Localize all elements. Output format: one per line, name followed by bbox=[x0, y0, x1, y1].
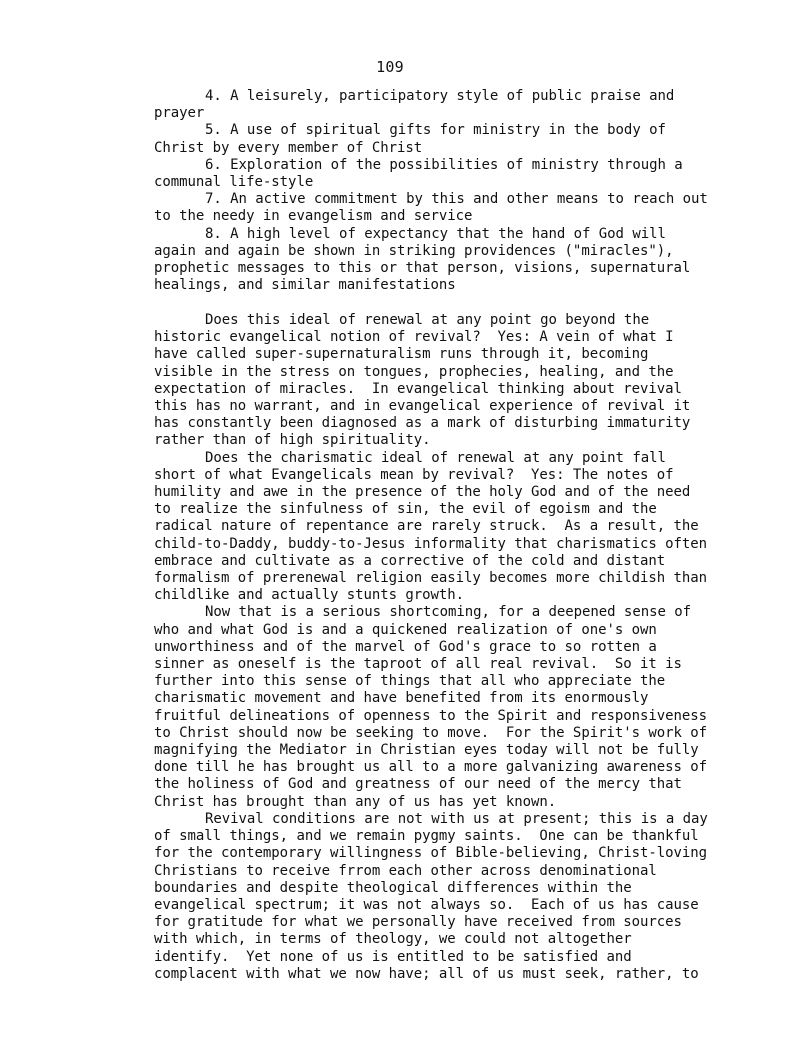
body-line: to Christ should now be seeking to move. For the Spirit's work of bbox=[154, 724, 707, 741]
body-line: childlike and actually stunts growth. bbox=[154, 587, 465, 604]
body-line: Christians to receive frrom each other across denominational bbox=[154, 862, 657, 879]
list-line: 7. An active commitment by this and other means to reach out bbox=[205, 191, 708, 208]
body-line: done till he has brought us all to a more galvanizing awareness of bbox=[154, 759, 707, 776]
body-line: with which, in terms of theology, we could not altogether bbox=[154, 931, 632, 948]
list-line: to the needy in evangelism and service bbox=[154, 208, 473, 225]
body-line: for the contemporary willingness of Bible-believing, Christ-loving bbox=[154, 845, 707, 862]
body-line: Does the charismatic ideal of renewal at any point fall bbox=[205, 449, 666, 466]
list-line: 8. A high level of expectancy that the hand of God will bbox=[205, 225, 666, 242]
body-line: have called super-supernaturalism runs through it, becoming bbox=[154, 346, 649, 363]
body-line: unworthiness and of the marvel of God's grace to so rotten a bbox=[154, 638, 657, 655]
body-line: to realize the sinfulness of sin, the evil of egoism and the bbox=[154, 501, 657, 518]
list-line: Christ by every member of Christ bbox=[154, 139, 423, 156]
body-line: visible in the stress on tongues, prophecies, healing, and the bbox=[154, 363, 674, 380]
body-line: rather than of high spirituality. bbox=[154, 432, 431, 449]
list-line: communal life-style bbox=[154, 174, 314, 191]
body-line: formalism of prerenewal religion easily becomes more childish than bbox=[154, 570, 707, 587]
body-line: further into this sense of things that all who appreciate the bbox=[154, 673, 666, 690]
body-line: identify. Yet none of us is entitled to be satisfied and bbox=[154, 948, 632, 965]
body-line: for gratitude for what we personally have received from sources bbox=[154, 914, 682, 931]
body-line: Revival conditions are not with us at present; this is a day bbox=[205, 810, 708, 827]
body-line: complacent with what we now have; all of us must seek, rather, to bbox=[154, 965, 699, 982]
body-line: sinner as oneself is the taproot of all real revival. So it is bbox=[154, 656, 682, 673]
body-line: the holiness of God and greatness of our need of the mercy that bbox=[154, 776, 682, 793]
body-line: radical nature of repentance are rarely struck. As a result, the bbox=[154, 518, 699, 535]
list-line: prophetic messages to this or that person, visions, supernatural bbox=[154, 260, 691, 277]
body-line: humility and awe in the presence of the holy God and of the need bbox=[154, 484, 691, 501]
body-line: Now that is a serious shortcoming, for a deepened sense of bbox=[205, 604, 691, 621]
list-line: healings, and similar manifestations bbox=[154, 277, 456, 294]
list-line: again and again be shown in striking providences ("miracles"), bbox=[154, 242, 674, 259]
body-line: short of what Evangelicals mean by revival? Yes: The notes of bbox=[154, 466, 674, 483]
body-line: boundaries and despite theological differences within the bbox=[154, 879, 632, 896]
body-line: of small things, and we remain pygmy saints. One can be thankful bbox=[154, 828, 699, 845]
numbered-list bbox=[154, 88, 734, 294]
body-line: evangelical spectrum; it was not always so. Each of us has cause bbox=[154, 896, 699, 913]
body-line: Does this ideal of renewal at any point go beyond the bbox=[205, 312, 650, 328]
list-line: 4. A leisurely, participatory style of public praise and bbox=[205, 88, 675, 104]
body-line: Christ has brought than any of us has yet known. bbox=[154, 793, 557, 810]
body-line: has constantly been diagnosed as a mark of disturbing immaturity bbox=[154, 415, 691, 432]
body-line: historic evangelical notion of revival? Yes: A vein of what I bbox=[154, 329, 674, 346]
body-line: charismatic movement and have benefited from its enormously bbox=[154, 690, 649, 707]
list-line: 5. A use of spiritual gifts for ministry in the body of bbox=[205, 122, 666, 139]
body-text bbox=[154, 312, 734, 983]
body-line: this has no warrant, and in evangelical experience of revival it bbox=[154, 398, 691, 415]
body-line: expectation of miracles. In evangelical thinking about revival bbox=[154, 380, 682, 397]
list-line: 6. Exploration of the possibilities of ministry through a bbox=[205, 156, 683, 173]
list-line: prayer bbox=[154, 105, 205, 122]
body-line: embrace and cultivate as a corrective of the cold and distant bbox=[154, 552, 666, 569]
body-line: magnifying the Mediator in Christian eyes today will not be fully bbox=[154, 742, 699, 759]
body-line: fruitful delineations of openness to the Spirit and responsiveness bbox=[154, 707, 707, 724]
body-line: child-to-Daddy, buddy-to-Jesus informality that charismatics often bbox=[154, 535, 707, 552]
page-number: 109 bbox=[376, 58, 404, 76]
body-line: who and what God is and a quickened realization of one's own bbox=[154, 621, 657, 638]
